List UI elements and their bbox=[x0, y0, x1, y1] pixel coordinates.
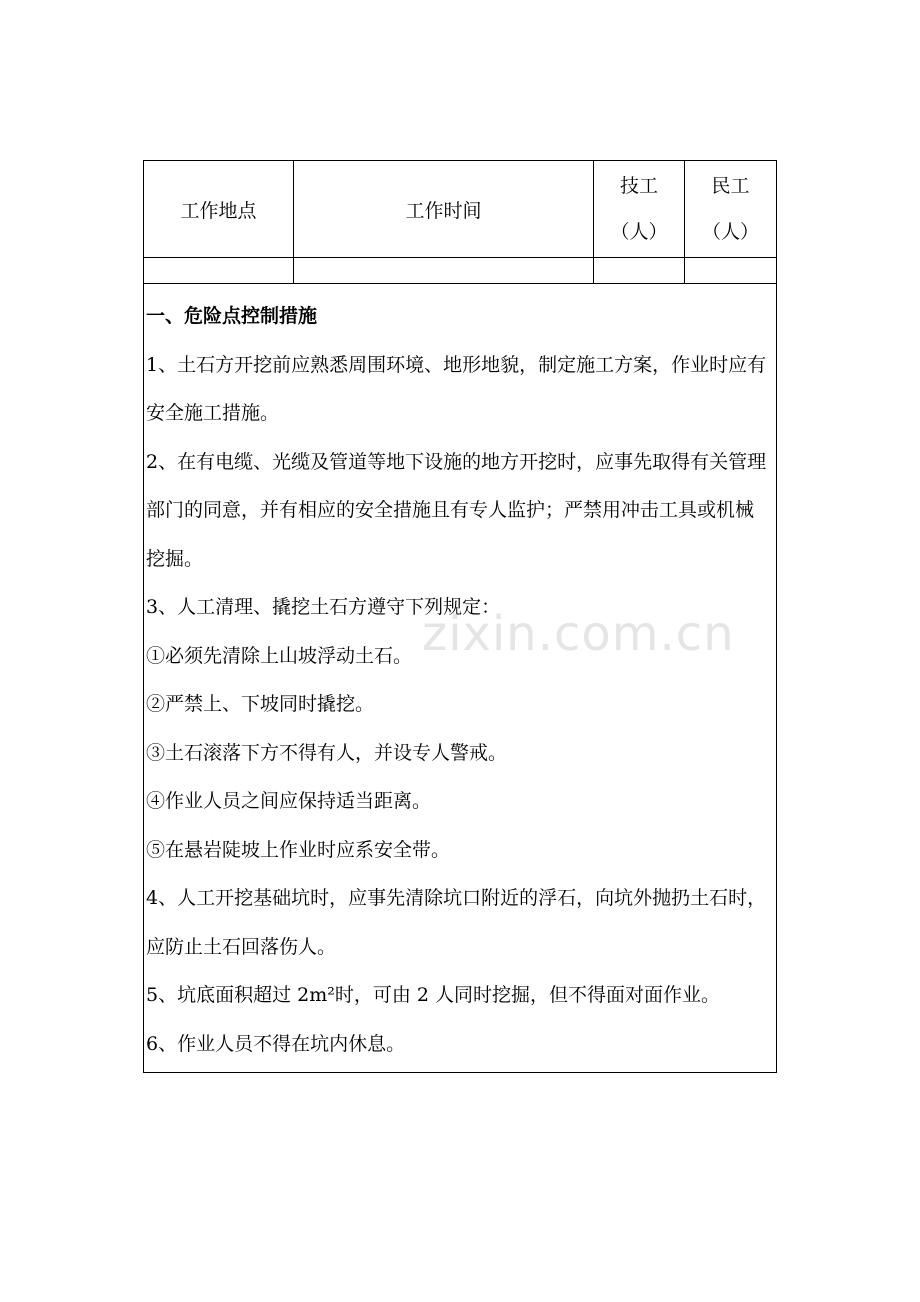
skilled-workers-value bbox=[594, 258, 685, 283]
paragraph: ③土石滚落下方不得有人，并设专人警戒。 bbox=[146, 741, 508, 764]
work-time-value bbox=[294, 258, 594, 283]
laborers-unit: （人） bbox=[701, 221, 759, 243]
paragraph: 3、人工清理、撬挖土石方遵守下列规定： bbox=[146, 596, 501, 618]
paragraph: ⑤在悬岩陡坡上作业时应系安全带。 bbox=[146, 838, 451, 861]
watermark: zixin.com.cn bbox=[422, 606, 735, 662]
header-work-location bbox=[144, 161, 294, 257]
safety-measures-form bbox=[143, 160, 777, 1073]
header-skilled-workers bbox=[594, 161, 685, 257]
header-work-time bbox=[294, 161, 594, 257]
paragraph: ①必须先清除上山坡浮动土石。 bbox=[146, 644, 413, 667]
section-heading: 一、危险点控制措施 bbox=[146, 305, 318, 327]
laborers-label: 民工 bbox=[711, 175, 750, 197]
paragraph: ④作业人员之间应保持适当距离。 bbox=[146, 790, 432, 812]
header-laborers bbox=[685, 161, 776, 257]
paragraph: 4、人工开挖基础坑时，应事先清除坑口附近的浮石，向坑外抛扔土石时，应防止土石回落伤人。 bbox=[146, 887, 767, 958]
paragraph: 6、作业人员不得在坑内休息。 bbox=[146, 1032, 406, 1055]
work-location-label: 工作地点 bbox=[180, 199, 257, 222]
paragraph: 1、土石方开挖前应熟悉周围环境、地形地貌，制定施工方案，作业时应有安全施工措施。 bbox=[146, 353, 767, 424]
work-time-label: 工作时间 bbox=[405, 199, 482, 222]
laborers-value bbox=[685, 258, 776, 283]
skilled-workers-unit: （人） bbox=[610, 221, 668, 243]
control-measures-section bbox=[144, 284, 776, 1072]
header-row bbox=[144, 161, 776, 258]
paragraph: 5、坑底面积超过 2m²时，可由 2 人同时挖掘，但不得面对面作业。 bbox=[146, 984, 721, 1006]
blank-entry-row bbox=[144, 258, 776, 284]
skilled-workers-label: 技工 bbox=[619, 175, 658, 197]
work-location-value bbox=[144, 258, 294, 283]
paragraph: 2、在有电缆、光缆及管道等地下设施的地方开挖时，应事先取得有关管理部门的同意，并有相应的安全措施且有专人监护；严禁用冲击工具或机械挖掘。 bbox=[146, 450, 767, 570]
paragraph: ②严禁上、下坡同时撬挖。 bbox=[146, 693, 375, 715]
